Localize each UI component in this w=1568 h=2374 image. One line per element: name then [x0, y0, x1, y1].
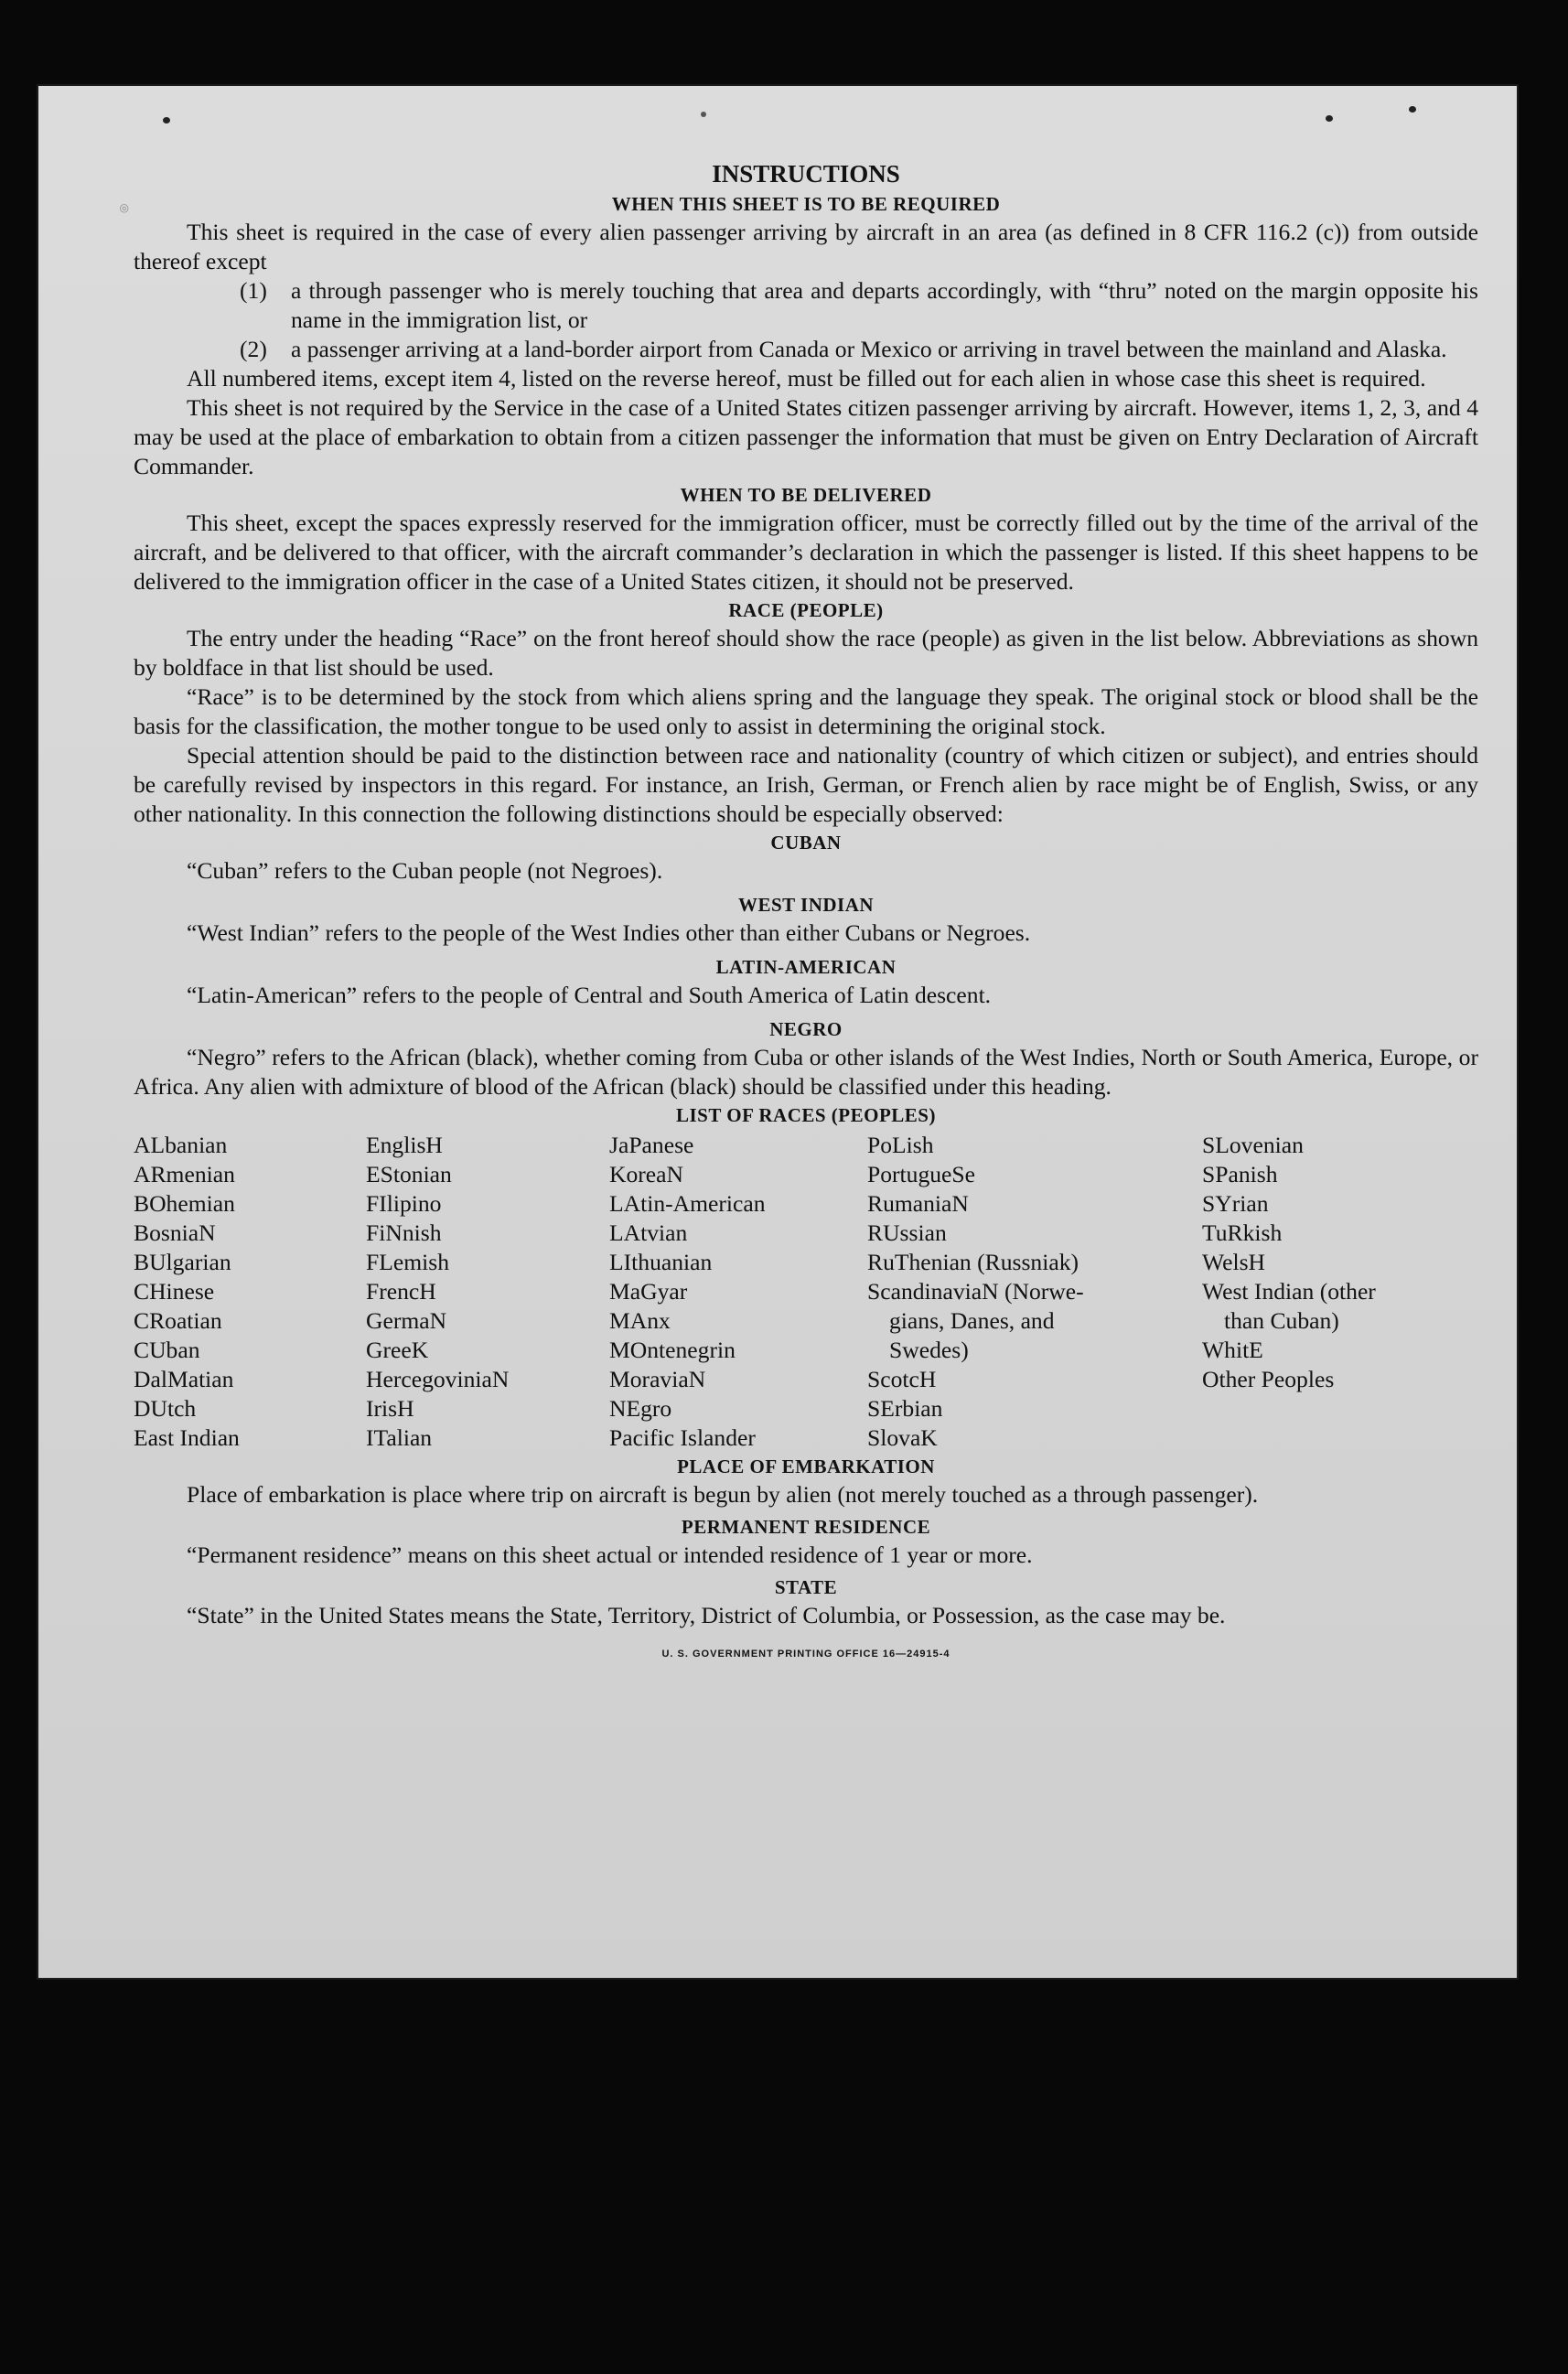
- race-entry: MaGyar: [609, 1278, 688, 1305]
- punch-hole: [1326, 115, 1333, 122]
- race-entry: ITalian: [366, 1424, 433, 1451]
- heading-embarkation: PLACE OF EMBARKATION: [677, 1456, 935, 1477]
- race-entry: DUtch: [134, 1395, 197, 1422]
- race-entry: RuThenian (Russniak): [867, 1249, 1079, 1275]
- races-column: [609, 1131, 867, 1453]
- race-entry: DalMatian: [134, 1366, 234, 1392]
- race-entry: CHinese: [134, 1278, 215, 1305]
- race-entry: SPanish: [1202, 1161, 1278, 1187]
- heading-permanent-residence: PERMANENT RESIDENCE: [681, 1516, 931, 1538]
- heading-state: STATE: [774, 1576, 838, 1598]
- race-entry: KoreaN: [609, 1161, 684, 1187]
- race-entry: JaPanese: [609, 1132, 694, 1158]
- race-entry: FrencH: [366, 1278, 436, 1305]
- race-entry: West Indian (other: [1202, 1278, 1376, 1305]
- punch-hole: [1409, 106, 1416, 113]
- race-entry: FLemish: [366, 1249, 450, 1275]
- race-entry: NEgro: [609, 1395, 672, 1422]
- races-column: [366, 1131, 609, 1453]
- list-item: [134, 335, 1478, 364]
- item-text: a passenger arriving at a land-border airport from Canada or Mexico or arriving in travel between the mainland and Alaska.: [291, 336, 1447, 362]
- race-entry: ALbanian: [134, 1132, 228, 1158]
- paragraph-cuban: “Cuban” refers to the Cuban people (not Negroes).: [187, 857, 663, 884]
- paragraph-latin-american: “Latin-American” refers to the people of Central and South America of Latin descent.: [187, 982, 992, 1008]
- race-entry: gians, Danes, and: [889, 1307, 1055, 1334]
- race-entry: Other Peoples: [1202, 1366, 1335, 1392]
- heading-cuban: CUBAN: [770, 832, 842, 854]
- punch-hole: [701, 112, 706, 117]
- paragraph-embarkation: Place of embarkation is place where trip on aircraft is begun by alien (not merely touched as a through passenger).: [187, 1481, 1259, 1508]
- race-entry: FiNnish: [366, 1219, 442, 1246]
- faint-stamp: ◎: [116, 199, 132, 216]
- heading-negro: NEGRO: [769, 1018, 843, 1040]
- paragraph-negro: “Negro” refers to the African (black), whether coming from Cuba or other islands of the West Indies, North or South America, Europe, or Africa. Any alien with admixture of blood of the African (black) should be classified under this heading.: [134, 1044, 1478, 1100]
- race-entry: BUlgarian: [134, 1249, 231, 1275]
- printing-office-footer: U. S. GOVERNMENT PRINTING OFFICE 16—24915-4: [661, 1649, 950, 1660]
- races-column: [867, 1131, 1202, 1453]
- race-entry: RUssian: [867, 1219, 947, 1246]
- list-item: [134, 276, 1478, 335]
- race-entry: GreeK: [366, 1337, 429, 1363]
- instructions-content: [134, 157, 1478, 1669]
- race-entry: than Cuban): [1224, 1307, 1339, 1334]
- race-entry: MOntenegrin: [609, 1337, 736, 1363]
- item-number: (1): [240, 277, 267, 304]
- race-entry: ARmenian: [134, 1161, 235, 1187]
- race-entry: SlovaK: [867, 1424, 938, 1451]
- race-entry: MAnx: [609, 1307, 671, 1334]
- punch-hole: [163, 117, 170, 124]
- race-entry: LIthuanian: [609, 1249, 713, 1275]
- paragraph-race-1: The entry under the heading “Race” on the front hereof should show the race (people) as given in the list below. Abbreviations as shown by boldface in that list should be used.: [134, 625, 1478, 681]
- race-entry: RumaniaN: [867, 1190, 969, 1217]
- race-entry: Swedes): [889, 1337, 969, 1363]
- race-entry: WelsH: [1202, 1249, 1266, 1275]
- race-entry: EStonian: [366, 1161, 452, 1187]
- race-entry: BOhemian: [134, 1190, 235, 1217]
- document-sheet: [38, 86, 1517, 1978]
- race-entry: IrisH: [366, 1395, 414, 1422]
- heading-list-of-races: LIST OF RACES (PEOPLES): [676, 1104, 936, 1126]
- paragraph-citizen: This sheet is not required by the Service in the case of a United States citizen passenger arriving by aircraft. However, items 1, 2, 3, and 4 may be used at the place of embarkation to obtain from a citizen passenger the information that must be given on Entry Declaration of Aircraft Commander.: [134, 394, 1478, 479]
- heading-west-indian: WEST INDIAN: [737, 894, 875, 916]
- paragraph-west-indian: “West Indian” refers to the people of the West Indies other than either Cubans or Negroes.: [187, 919, 1031, 946]
- race-entry: CRoatian: [134, 1307, 222, 1334]
- race-entry: PoLish: [867, 1132, 934, 1158]
- race-entry: SErbian: [867, 1395, 943, 1422]
- item-text: a through passenger who is merely touching that area and departs accordingly, with “thru” noted on the margin opposite his name in the immigration list, or: [291, 277, 1478, 333]
- paragraph-permanent-residence: “Permanent residence” means on this sheet actual or intended residence of 1 year or more.: [187, 1541, 1033, 1568]
- races-column: [1202, 1131, 1478, 1453]
- race-entry: WhitE: [1202, 1337, 1263, 1363]
- paragraph-delivered: This sheet, except the spaces expressly reserved for the immigration officer, must be correctly filled out by the time of the arrival of the aircraft, and be delivered to that officer, with the aircraft commander’s declaration in which the passenger is listed. If this sheet happens to be delivered to the immigration officer in the case of a United States citizen, it should not be preserved.: [134, 510, 1478, 595]
- race-entry: HercegoviniaN: [366, 1366, 510, 1392]
- race-entry: FIlipino: [366, 1190, 442, 1217]
- paragraph-state: “State” in the United States means the State, Territory, District of Columbia, or Possession, as the case may be.: [187, 1602, 1226, 1628]
- heading-latin-american: LATIN-AMERICAN: [715, 956, 897, 978]
- race-entry: LAtvian: [609, 1219, 688, 1246]
- race-entry: Pacific Islander: [609, 1424, 756, 1451]
- heading-race: RACE (PEOPLE): [728, 599, 884, 621]
- heading-required: WHEN THIS SHEET IS TO BE REQUIRED: [611, 193, 1001, 215]
- race-entry: PortugueSe: [867, 1161, 976, 1187]
- race-entry: GermaN: [366, 1307, 447, 1334]
- races-column: [134, 1131, 366, 1453]
- paragraph-numbered-items: All numbered items, except item 4, listed on the reverse hereof, must be filled out for each alien in whose case this sheet is required.: [187, 365, 1426, 392]
- race-entry: BosniaN: [134, 1219, 216, 1246]
- paragraph-required-intro: This sheet is required in the case of every alien passenger arriving by aircraft in an area (as defined in 8 CFR 116.2 (c)) from outside thereof except: [134, 219, 1478, 274]
- race-entry: ScandinaviaN (Norwe-: [867, 1278, 1084, 1305]
- page-title: INSTRUCTIONS: [712, 160, 900, 188]
- race-entry: SYrian: [1202, 1190, 1269, 1217]
- race-entry: East Indian: [134, 1424, 240, 1451]
- race-entry: MoraviaN: [609, 1366, 706, 1392]
- race-entry: CUban: [134, 1337, 200, 1363]
- races-list: [134, 1131, 1478, 1453]
- paragraph-race-2: “Race” is to be determined by the stock from which aliens spring and the language they speak. The original stock or blood shall be the basis for the classification, the mother tongue to be used only to assist in determining the original stock.: [134, 683, 1478, 739]
- paragraph-race-3: Special attention should be paid to the distinction between race and nationality (country of which citizen or subject), and entries should be carefully revised by inspectors in this regard. For instance, an Irish, German, or French alien by race might be of English, Swiss, or any other nationality. In this connection the following distinctions should be especially observed:: [134, 742, 1478, 827]
- item-number: (2): [240, 336, 267, 362]
- race-entry: EnglisH: [366, 1132, 443, 1158]
- race-entry: TuRkish: [1202, 1219, 1283, 1246]
- race-entry: ScotcH: [867, 1366, 937, 1392]
- race-entry: SLovenian: [1202, 1132, 1304, 1158]
- heading-delivered: WHEN TO BE DELIVERED: [680, 484, 932, 506]
- race-entry: LAtin-American: [609, 1190, 766, 1217]
